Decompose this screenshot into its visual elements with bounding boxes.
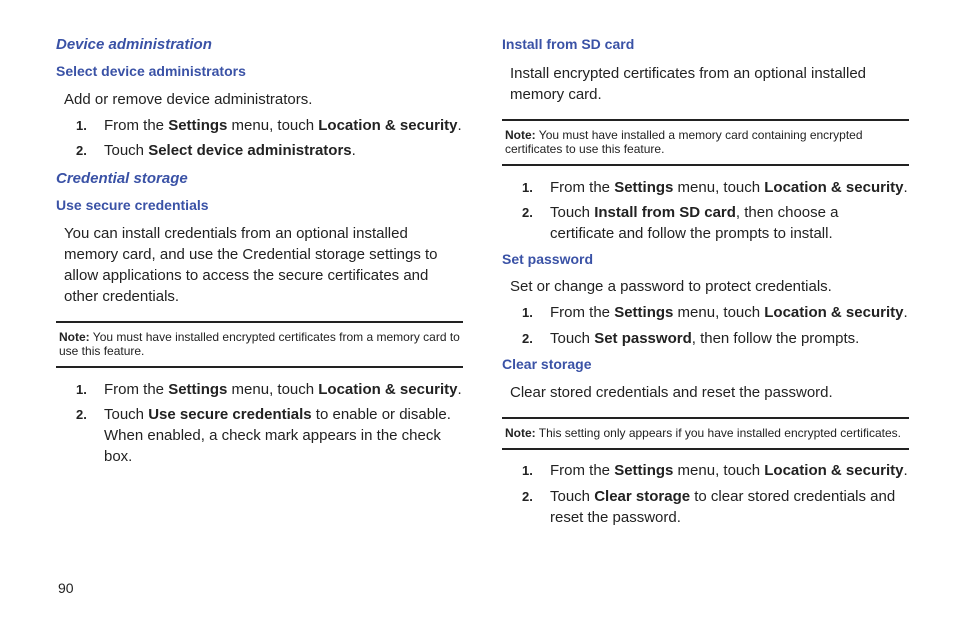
step-text: Touch Install from SD card, then choose a certificate and follow the prompts to install. (550, 204, 839, 242)
step-text: Touch Clear storage to clear stored credentials and reset the password. (550, 488, 896, 526)
step-item (56, 115, 464, 136)
step-number: 1. (76, 382, 87, 397)
page-number: 90 (58, 580, 74, 596)
step-text: From the Settings menu, touch Location & security. (550, 304, 908, 321)
note-box (505, 128, 909, 156)
step-text: From the Settings menu, touch Location & security. (104, 381, 462, 398)
step-text: From the Settings menu, touch Location & security. (550, 462, 908, 479)
subheading-install-from-sd-card: Install from SD card (502, 36, 635, 52)
paragraph-clear-storage-intro: Clear stored credentials and reset the password. (510, 384, 833, 401)
note-bottom-rule (502, 164, 909, 166)
note-box (505, 426, 909, 440)
note-top-rule (56, 321, 463, 323)
note-label: Note: (59, 330, 90, 344)
subheading-set-password: Set password (502, 251, 594, 267)
paragraph-use-secure-intro: You can install credentials from an optional installed memory card, and use the Credential storage settings to allow applications to access the secure certificates and other credentials. (64, 225, 438, 305)
subheading-clear-storage: Clear storage (502, 356, 592, 372)
step-item (56, 140, 464, 161)
step-number: 1. (522, 463, 533, 478)
section-heading-credential-storage: Credential storage (56, 170, 188, 187)
step-number: 2. (522, 331, 533, 346)
paragraph-select-admins-intro: Add or remove device administrators. (64, 91, 313, 108)
note-top-rule (502, 417, 909, 419)
section-heading-device-administration: Device administration (56, 36, 212, 53)
step-number: 2. (76, 407, 87, 422)
step-item (56, 379, 464, 400)
step-item (56, 404, 464, 465)
paragraph-install-sd-intro: Install encrypted certificates from an optional installed memory card. (510, 65, 867, 103)
step-number: 1. (76, 118, 87, 133)
note-text: You must have installed encrypted certificates from a memory card to use this feature. (59, 330, 460, 358)
note-bottom-rule (502, 448, 909, 450)
step-item (502, 486, 910, 528)
step-item (502, 202, 910, 244)
step-item (502, 460, 910, 481)
note-box (59, 330, 463, 358)
step-number: 1. (522, 180, 533, 195)
step-number: 2. (522, 205, 533, 220)
note-text: This setting only appears if you have installed encrypted certificates. (538, 426, 901, 440)
note-text: You must have installed a memory card containing encrypted certificates to use this feature. (505, 128, 863, 156)
step-text: Touch Use secure credentials to enable or disable. When enabled, a check mark appears in the check box. (104, 406, 451, 465)
subheading-use-secure-credentials: Use secure credentials (56, 197, 209, 213)
step-item (502, 328, 910, 349)
note-label: Note: (505, 128, 536, 142)
step-item (502, 302, 910, 323)
step-text: From the Settings menu, touch Location & security. (104, 117, 462, 134)
step-text: Touch Set password, then follow the prompts. (550, 330, 860, 347)
paragraph-set-password-intro: Set or change a password to protect credentials. (510, 278, 832, 295)
step-number: 2. (522, 489, 533, 504)
step-text: From the Settings menu, touch Location & security. (550, 179, 908, 196)
step-item (502, 177, 910, 198)
note-label: Note: (505, 426, 536, 440)
subheading-select-device-administrators: Select device administrators (56, 63, 246, 79)
note-bottom-rule (56, 366, 463, 368)
step-text: Touch Select device administrators. (104, 142, 356, 159)
step-number: 1. (522, 305, 533, 320)
note-top-rule (502, 119, 909, 121)
step-number: 2. (76, 143, 87, 158)
